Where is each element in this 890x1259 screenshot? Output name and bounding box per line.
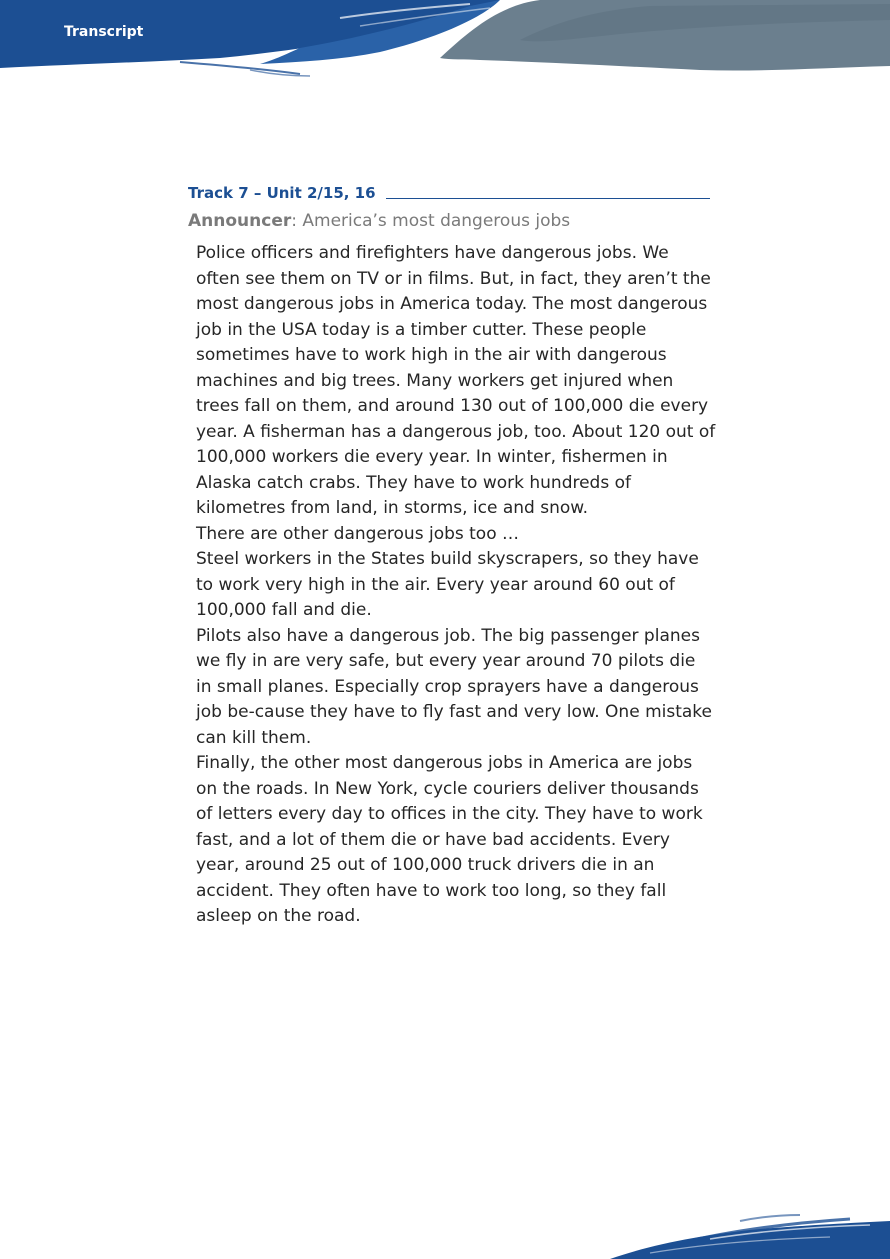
paragraph: There are other dangerous jobs too … [196,523,520,544]
paragraph: Pilots also have a dangerous job. The big passenger planes we fly in are very safe, but every year around 70 pilots die in small planes. Especially crop sprayers have a dangerous job be-cause they have to fly fast and very low. One mistake can kill them. [196,625,712,748]
speaker-separator: : [291,211,303,231]
speaker-title: America’s most dangerous jobs [302,211,571,231]
paragraph: Police officers and firefighters have dangerous jobs. We often see them on TV or in films. But, in fact, they aren’t the most dangerous jobs in America today. The most dangerous job in the USA today is a timber cutter. These people sometimes have to work high in the air with dangerous machines and big trees. Many workers get injured when trees fall on them, and around 130 out of 100,000 die every year. A fisherman has a dangerous job, too. About 120 out of 100,000 workers die every year. In winter, fishermen in Alaska catch crabs. They have to work hundreds of kilometres from land, in storms, ice and snow. [196,243,716,518]
speaker-name: Announcer [188,211,292,231]
transcript-body [196,241,716,930]
speaker-line [188,211,570,231]
header-band [0,0,890,90]
paragraph: Steel workers in the States build skyscrapers, so they have to work very high in the air. Every year around 60 out of 100,000 fall and die. [196,549,699,620]
track-heading [188,184,710,202]
paragraph: Finally, the other most dangerous jobs in America are jobs on the roads. In New York, cycle couriers deliver thousands of letters every day to offices in the city. They have to work fast, and a lot of them die or have bad accidents. Every year, around 25 out of 100,000 truck drivers die in an accident. They often have to work too long, so they fall asleep on the road. [196,753,703,926]
heading-rule [386,198,710,199]
footer-band [590,1209,890,1259]
header-label: Transcript [64,24,144,40]
track-title: Track 7 – Unit 2/15, 16 [188,184,376,202]
